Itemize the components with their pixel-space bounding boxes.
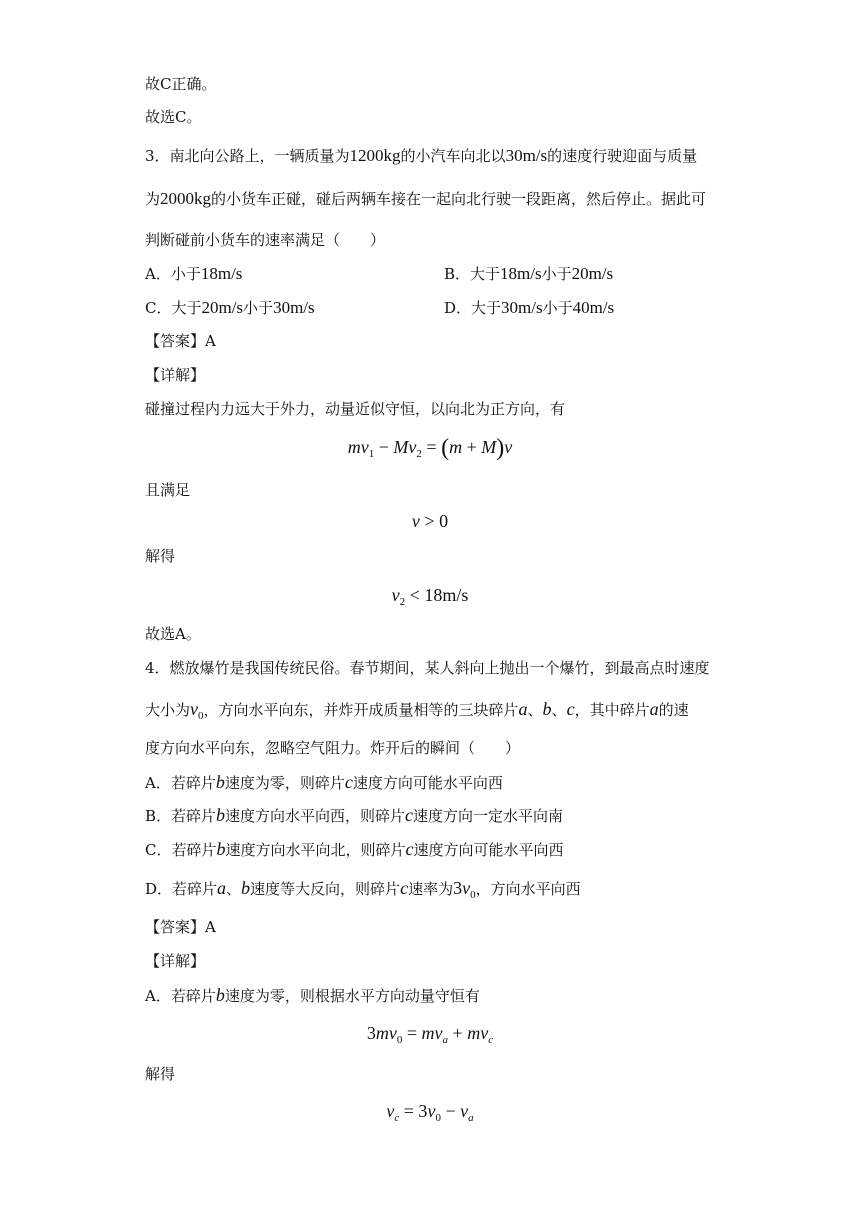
q4-explanation-1: A．若碎片b速度为零，则根据水平方向动量守恒有	[145, 985, 480, 1005]
q4-option-a[interactable]: A．若碎片b速度为零，则碎片c速度方向可能水平向西	[145, 772, 503, 792]
q3-answer: 【答案】A	[145, 332, 216, 350]
q3-explanation-2: 且满足	[145, 481, 191, 499]
q4-answer: 【答案】A	[145, 918, 216, 936]
q4-detail-heading: 【详解】	[145, 952, 206, 970]
q3-equation-condition: v > 0	[411, 511, 449, 531]
q4-explanation-2: 解得	[145, 1065, 176, 1083]
q3-explanation-3: 解得	[145, 547, 176, 565]
q4-stem-line3: 度方向水平向东，忽略空气阻力。炸开后的瞬间（ ）	[145, 739, 521, 757]
q3-explanation-1: 碰撞过程内力远大于外力，动量近似守恒，以向北为正方向，有	[145, 400, 566, 418]
q3-equation-momentum: $mv_1 - Mv_2 = (m + M)v$	[347, 435, 513, 461]
q4-stem-line2: 大小为$v_0$，方向水平向东，并炸开成质量相等的三块碎片a、b、c，其中碎片a的速	[145, 699, 689, 722]
q3-stem-line2: 为2000kg的小货车正碰，碰后两辆车接在一起向北行驶一段距离，然后停止。据此可	[145, 189, 707, 208]
q3-equation-result: $v_2 < 18m/s$	[391, 585, 469, 608]
q4-option-c[interactable]: C．若碎片b速度方向水平向北，则碎片c速度方向可能水平向西	[145, 839, 564, 859]
q3-option-d[interactable]: D．大于30m/s小于40m/s	[444, 298, 615, 317]
text-line: 故选C。	[145, 108, 202, 126]
q3-option-b[interactable]: B．大于18m/s小于20m/s	[444, 264, 614, 283]
q3-stem-line3: 判断碰前小货车的速率满足（ ）	[145, 231, 386, 249]
q4-equation-momentum: $3mv_0 = mv_a + mv_c$	[366, 1023, 494, 1046]
q4-option-d[interactable]: D．若碎片a、b速度等大反向，则碎片c速率为$3v_0$，方向水平向西	[145, 878, 581, 901]
q3-stem-line1: 3．南北向公路上，一辆质量为1200kg的小汽车向北以30m/s的速度行驶迎面与质量	[145, 146, 698, 165]
text-line: 故C正确。	[145, 75, 217, 93]
q3-detail-heading: 【详解】	[145, 366, 206, 384]
q3-conclusion: 故选A。	[145, 625, 201, 643]
q3-option-a[interactable]: A．小于18m/s	[145, 264, 243, 283]
q3-option-c[interactable]: C．大于20m/s小于30m/s	[145, 298, 315, 317]
q4-stem-line1: 4．燃放爆竹是我国传统民俗。春节期间，某人斜向上抛出一个爆竹，到最高点时速度	[145, 659, 710, 677]
q4-equation-result: $v_c = 3v_0 - v_a$	[386, 1101, 474, 1124]
q4-option-b[interactable]: B．若碎片b速度方向水平向西，则碎片c速度方向一定水平向南	[145, 805, 564, 825]
